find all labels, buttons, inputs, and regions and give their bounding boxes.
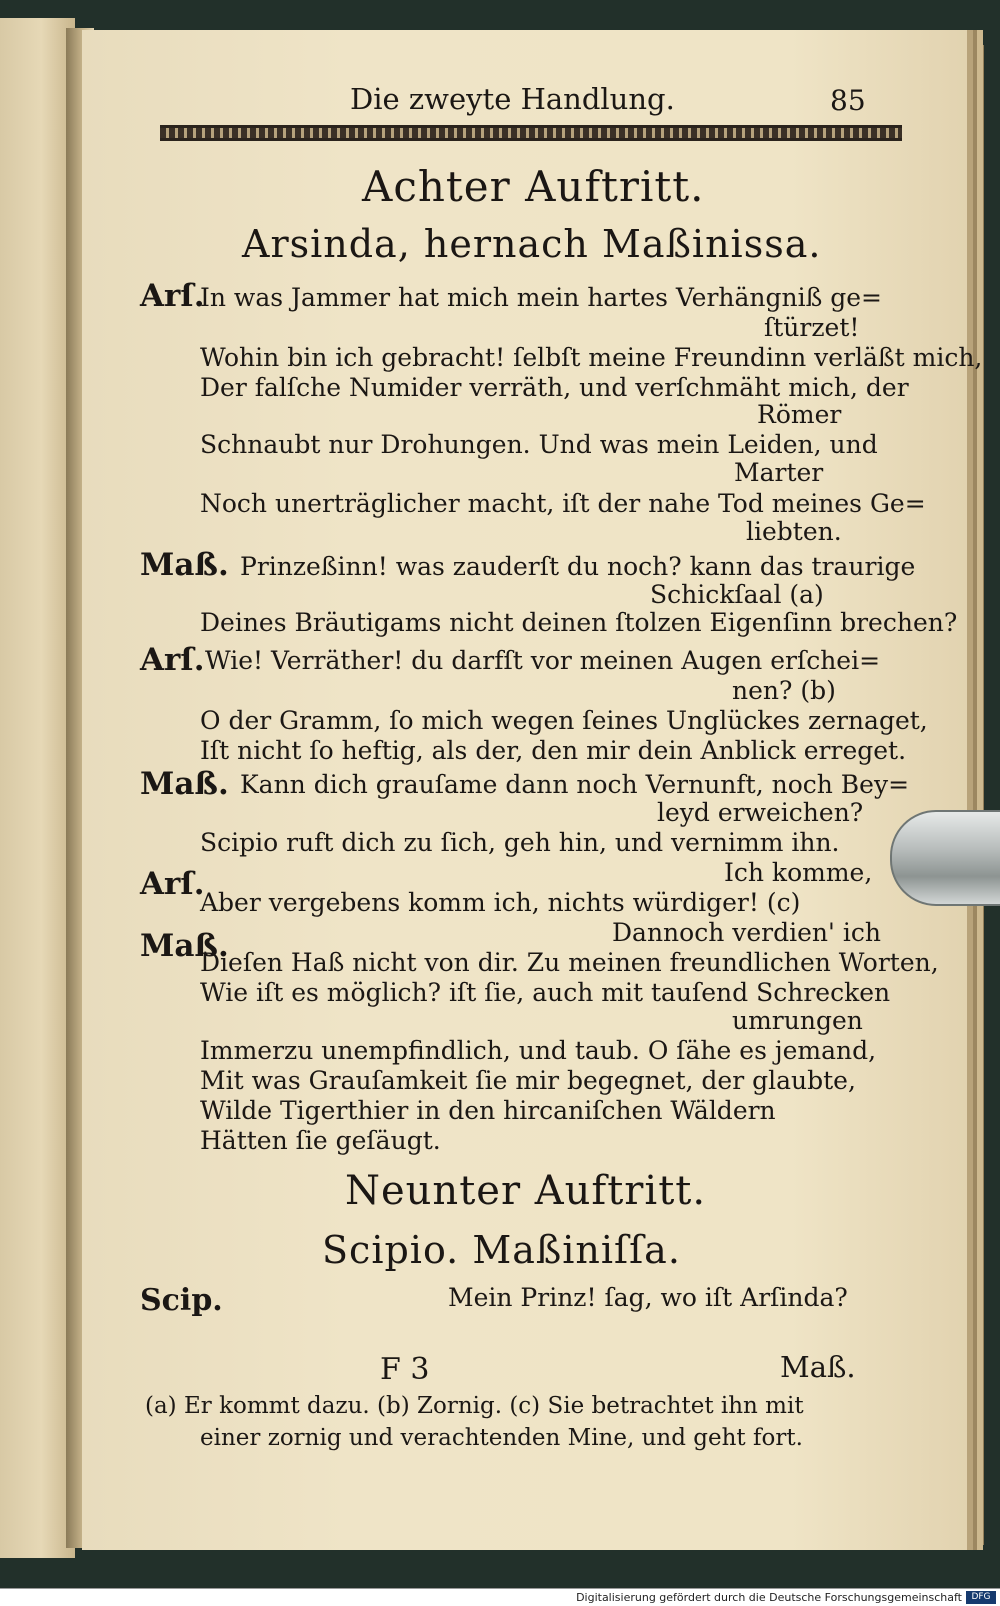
verse-line: Wie! Verräther! du darfſt vor meinen Augen erſchei= (205, 646, 881, 675)
verse-line: Aber vergebens komm ich, nichts würdiger! (c) (200, 888, 801, 917)
verse-line: Römer (757, 400, 842, 429)
footnote-line: einer zornig und verachtenden Mine, und geht fort. (200, 1425, 803, 1451)
verse-line: Ich komme, (724, 858, 873, 887)
verse-line: Mit was Grauſamkeit ſie mir begegnet, der glaubte, (200, 1066, 856, 1095)
verse-line: Wie iſt es möglich? iſt ſie, auch mit tauſend Schrecken (200, 978, 891, 1007)
verse-line: Mein Prinz! ſag, wo iſt Arſinda? (448, 1283, 848, 1312)
digitization-footer (0, 1588, 1000, 1606)
verse-line: ſtürzet! (764, 313, 860, 342)
page-number: 85 (830, 84, 866, 117)
verse-line: Wohin bin ich gebracht! ſelbſt meine Freundinn verläßt mich, (200, 343, 983, 372)
footer-credit: Digitalisierung gefördert durch die Deutsche Forschungsgemeinschaft (576, 1591, 962, 1604)
header-rule (160, 125, 902, 141)
footnote-line: (a) Er kommt dazu. (b) Zornig. (c) Sie betrachtet ihn mit (145, 1393, 804, 1419)
scene-8-characters: Arsinda, hernach Maßinissa. (242, 222, 822, 266)
speaker-massinissa: Maß. (140, 928, 229, 964)
verse-line: Deines Bräutigams nicht deinen ſtolzen Eigenſinn brechen? (200, 608, 958, 637)
speaker-arsinda: Arſ. (140, 642, 205, 678)
speaker-massinissa: Maß. (140, 766, 229, 802)
scene-8-title: Achter Auftritt. (362, 162, 705, 211)
verse-line: nen? (b) (732, 676, 836, 705)
verse-line: Hätten ſie geſäugt. (200, 1126, 441, 1155)
dfg-logo: DFG (966, 1591, 996, 1604)
catchword: Maß. (780, 1350, 856, 1384)
verse-line: Iſt nicht ſo heftig, als der, den mir dein Anblick erreget. (200, 736, 907, 765)
running-title: Die zweyte Handlung. (350, 82, 675, 116)
verse-line: Scipio ruft dich zu ſich, geh hin, und vernimm ihn. (200, 828, 840, 857)
verse-line: In was Jammer hat mich mein hartes Verhängniß ge= (200, 283, 883, 312)
verse-line: umrungen (732, 1006, 863, 1035)
verse-line: Der falſche Numider verräth, und verſchmäht mich, der (200, 373, 909, 402)
page-clip (890, 810, 1000, 906)
verse-line: Noch unerträglicher macht, iſt der nahe Tod meines Ge= (200, 489, 926, 518)
scene-9-title: Neunter Auftritt. (345, 1168, 707, 1214)
speaker-arsinda: Arſ. (140, 278, 205, 314)
verse-line: Wilde Tigerthier in den hircaniſchen Wäldern (200, 1096, 776, 1125)
verse-line: Marter (734, 458, 824, 487)
verse-line: Kann dich grauſame dann noch Vernunft, noch Bey= (240, 770, 910, 799)
verse-line: Dannoch verdien' ich (612, 918, 881, 947)
signature-mark: F 3 (380, 1352, 430, 1387)
speaker-arsinda: Arſ. (140, 866, 205, 902)
speaker-massinissa: Maß. (140, 547, 229, 583)
verse-line: liebten. (746, 517, 842, 546)
verse-line: leyd erweichen? (657, 798, 864, 827)
speaker-scipio: Scip. (140, 1283, 223, 1318)
verse-line: Schickſaal (a) (650, 580, 824, 609)
verse-line: Immerzu unempfindlich, und taub. O ſähe es jemand, (200, 1036, 877, 1065)
verse-line: Prinzeßinn! was zauderſt du noch? kann das traurige (240, 552, 916, 581)
verse-line: O der Gramm, ſo mich wegen ſeines Unglückes zernaget, (200, 706, 928, 735)
verse-line: Schnaubt nur Drohungen. Und was mein Leiden, und (200, 430, 878, 459)
verse-line: Dieſen Haß nicht von dir. Zu meinen freundlichen Worten, (200, 948, 939, 977)
scene-9-characters: Scipio. Maßiniſſa. (322, 1228, 681, 1272)
